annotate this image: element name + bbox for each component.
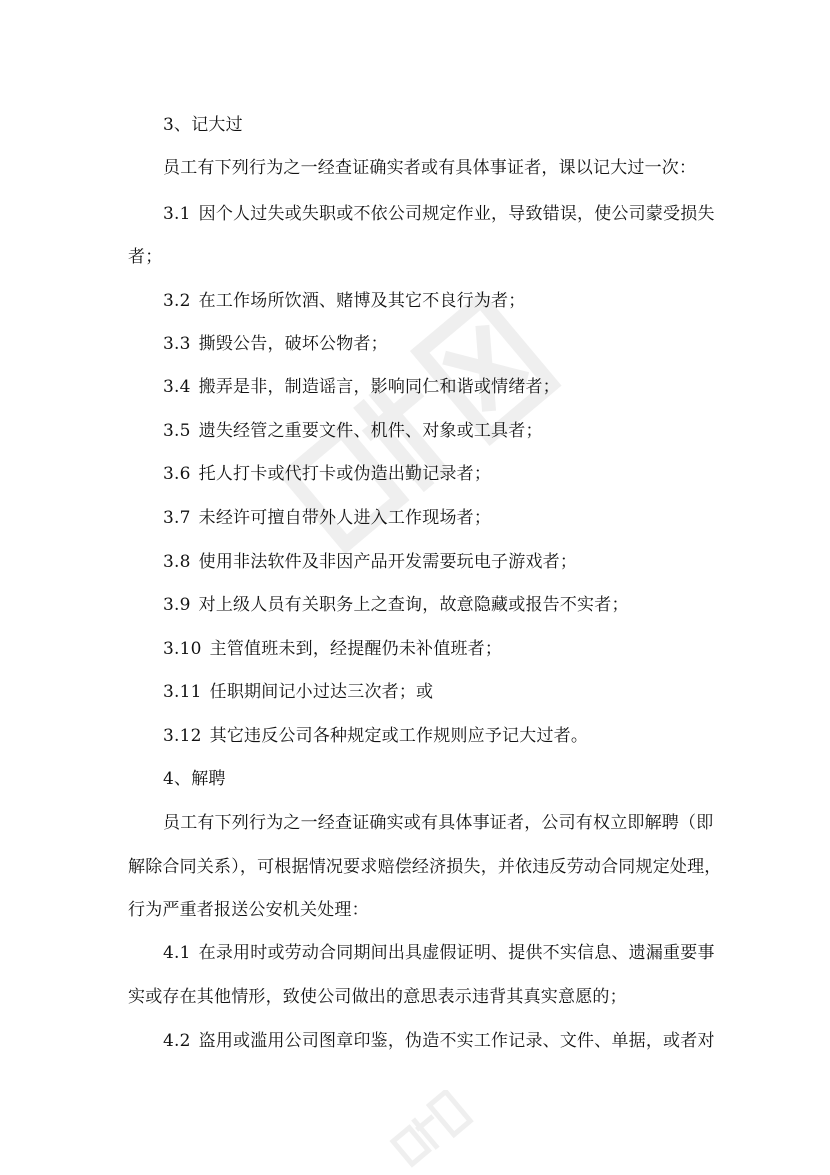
- item-text: 遗失经管之重要文件、机件、对象或工具者；: [198, 421, 543, 441]
- list-item: [163, 463, 491, 485]
- list-item: [163, 681, 433, 703]
- list-item: [163, 376, 560, 398]
- section-intro: 员工有下列行为之一经查证确实或有具体事证者，公司有权立即解聘（即: [163, 813, 714, 833]
- item-text: 撕毁公告，破坏公物者；: [198, 334, 388, 354]
- item-text: 在工作场所饮酒、赌博及其它不良行为者；: [198, 291, 526, 311]
- list-item: [163, 290, 525, 312]
- watermark-logo-icon: [330, 1090, 530, 1175]
- list-item: [163, 1030, 715, 1052]
- list-item: [163, 551, 577, 573]
- item-continuation: 者；: [128, 247, 163, 267]
- item-text: 对上级人员有关职务上之查询，故意隐藏或报告不实者；: [198, 595, 629, 615]
- item-text: 搬弄是非，制造谣言，影响同仁和谐或情绪者；: [198, 377, 560, 397]
- section-intro: 行为严重者报送公安机关处理：: [128, 900, 369, 920]
- item-number: 3.1: [163, 204, 191, 224]
- list-item: [163, 507, 491, 529]
- section-heading: 3、记大过: [163, 115, 243, 135]
- item-number: 3.3: [163, 334, 191, 354]
- item-text: 未经许可擅自带外人进入工作现场者；: [198, 508, 492, 528]
- section-heading: 4、解聘: [163, 769, 226, 789]
- item-number: 3.8: [163, 552, 191, 572]
- item-number: 3.9: [163, 595, 191, 615]
- item-number: 3.2: [163, 291, 191, 311]
- item-text: 托人打卡或代打卡或伪造出勤记录者；: [198, 464, 492, 484]
- item-text: 盗用或滥用公司图章印鉴，伪造不实工作记录、文件、单据，或者对: [198, 1031, 715, 1051]
- item-text: 主管值班未到，经提醒仍未补值班者；: [209, 639, 503, 659]
- item-text: 任职期间记小过达三次者；或: [209, 682, 434, 702]
- list-item: [163, 333, 388, 355]
- item-number: 3.7: [163, 508, 191, 528]
- item-text: 使用非法软件及非因产品开发需要玩电子游戏者；: [198, 552, 578, 572]
- item-number: 3.4: [163, 377, 191, 397]
- item-number: 3.12: [163, 726, 202, 746]
- item-number: 3.10: [163, 639, 202, 659]
- item-text: 其它违反公司各种规定或工作规则应予记大过者。: [209, 726, 589, 746]
- list-item: [163, 420, 543, 442]
- item-number: 3.11: [163, 682, 202, 702]
- list-item: [163, 594, 629, 616]
- item-number: 3.6: [163, 464, 191, 484]
- item-text: 因个人过失或失职或不依公司规定作业，导致错误，使公司蒙受损失: [198, 204, 715, 224]
- list-item: [163, 725, 588, 747]
- list-item: [163, 638, 502, 660]
- section-intro: 员工有下列行为之一经查证确实者或有具体事证者，课以记大过一次：: [163, 158, 697, 178]
- section-intro: 解除合同关系），可根据情况要求赔偿经济损失，并依违反劳动合同规定处理，: [128, 857, 722, 877]
- list-item: [163, 203, 715, 225]
- item-number: 4.1: [163, 943, 191, 963]
- item-number: 3.5: [163, 421, 191, 441]
- item-text: 在录用时或劳动合同期间出具虚假证明、提供不实信息、遗漏重要事: [198, 943, 715, 963]
- item-number: 4.2: [163, 1031, 191, 1051]
- item-continuation: 实或存在其他情形，致使公司做出的意思表示违背其真实意愿的；: [128, 987, 627, 1007]
- list-item: [163, 942, 715, 964]
